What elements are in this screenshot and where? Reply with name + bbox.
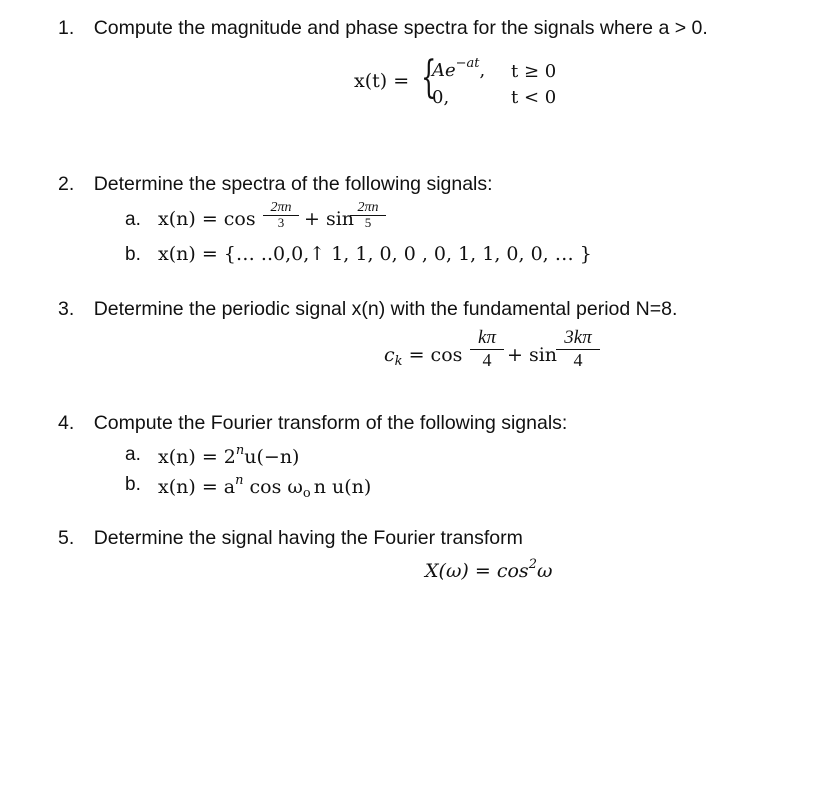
problem-1 [58,17,708,40]
problem-3-text: Determine the periodic signal x(n) with the fundamental period N=8. [93,298,678,320]
problem-4 [58,412,567,435]
problem-3-lhs: $c_k = \cos$ [384,344,463,369]
problem-2 [58,173,493,196]
problem-3-frac-1: $\frac{k\pi}{4}$ [470,327,504,370]
problem-2b-expr: x(n) = {… ..0,0,↑ 1, 1, 0, 0 , 0, 1, 1, 0, 0, … } [158,243,592,265]
problem-3-frac-2: $\frac{3k\pi}{4}$ [556,327,600,370]
problem-5-number: 5. [58,527,75,549]
problem-1-lhs: x(t) = [354,70,410,92]
problem-2b-label: b. [125,244,141,265]
problem-2a-frac-2: $\frac{2\pi n}{5}$ [350,200,386,230]
problem-1-number: 1. [58,17,75,39]
problem-2a-lhs: x(n) = cos [158,208,256,230]
problem-4-text: Compute the Fourier transform of the following signals: [93,412,568,434]
left-brace-icon: { [421,52,437,103]
problem-4b-label: b. [125,474,141,495]
problem-2a-label: a. [125,209,141,230]
problem-4a-expr: $x(n) = 2^nu(-n)$ [158,443,300,468]
problem-2-number: 2. [58,173,75,195]
problem-5-equation: $X(\omega) = \cos^2\omega$ [425,557,553,582]
problem-3 [58,298,677,321]
problem-1-case-2-value: 0, [432,87,450,108]
problem-1-text: Compute the magnitude and phase spectra for the signals where a > 0. [93,17,708,39]
problem-2a-frac-1: $\frac{2\pi n}{3}$ [263,200,299,230]
problem-5 [58,527,523,550]
problem-2a-mid: + sin [304,208,355,230]
problem-4-number: 4. [58,412,75,434]
problem-5-text: Determine the signal having the Fourier transform [93,527,523,549]
problem-3-number: 3. [58,298,75,320]
problem-1-case-2-condition: t < 0 [511,87,557,108]
problem-1-case-1-value: $Ae^{-at}$, [432,56,486,81]
problem-2-text: Determine the spectra of the following signals: [93,173,493,195]
problem-4a-label: a. [125,444,141,465]
problem-4b-expr: $x(n) = a^n$ $\cos \omega_o$ n u(n) [158,473,372,501]
problem-1-case-1-condition: t ≥ 0 [511,61,557,82]
problem-3-mid: + sin [507,344,558,366]
